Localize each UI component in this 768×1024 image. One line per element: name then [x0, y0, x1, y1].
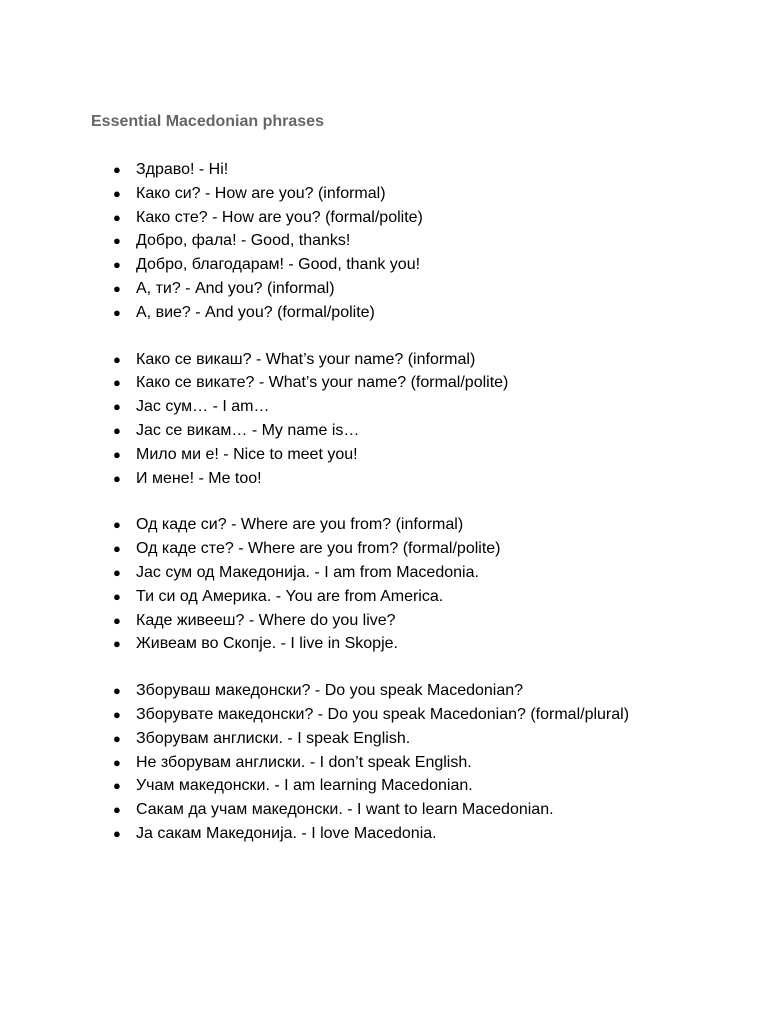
phrase-text: Како се викаш? - What’s your name? (informal) [136, 350, 476, 368]
bullet-icon: ● [113, 612, 121, 628]
document-title: Essential Macedonian phrases [91, 113, 324, 130]
phrase-item [112, 467, 629, 491]
phrase-item [112, 513, 629, 537]
phrase-item [112, 348, 629, 372]
phrase-text: Не зборувам англиски. - I don’t speak English. [136, 753, 472, 771]
phrase-item [112, 561, 629, 585]
bullet-icon: ● [113, 754, 121, 770]
phrase-text: А, вие? - And you? (formal/polite) [136, 303, 375, 321]
phrase-text: Учам македонски. - I am learning Macedonian. [136, 777, 473, 795]
phrase-item [112, 277, 629, 301]
phrase-item [112, 585, 629, 609]
phrase-item [112, 774, 629, 798]
bullet-icon: ● [113, 825, 121, 841]
phrase-item [112, 419, 629, 443]
bullet-icon: ● [113, 280, 121, 296]
phrase-item [112, 798, 629, 822]
phrase-item [112, 609, 629, 633]
phrase-item [112, 727, 629, 751]
phrase-item [112, 679, 629, 703]
bullet-icon: ● [113, 162, 121, 177]
phrase-item [112, 182, 629, 206]
bullet-icon: ● [113, 778, 121, 794]
phrase-item [112, 822, 629, 846]
phrase-text: Мило ми е! - Nice to meet you! [136, 445, 358, 463]
phrase-text: Добро, благодарам! - Good, thank you! [136, 256, 421, 274]
phrase-text: Сакам да учам македонски. - I want to learn Macedonian. [136, 801, 554, 819]
phrase-groups [112, 158, 629, 869]
phrase-text: Од каде сте? - Where are you from? (formal/polite) [136, 540, 501, 558]
bullet-icon: ● [113, 446, 121, 462]
bullet-icon: ● [113, 375, 121, 391]
phrase-item [112, 371, 629, 395]
phrase-text: Добро, фала! - Good, thanks! [136, 232, 351, 250]
bullet-icon: ● [113, 209, 121, 225]
phrase-text: Зборувам англиски. - I speak English. [136, 729, 411, 747]
phrase-text: Зборувате македонски? - Do you speak Macedonian? (formal/plural) [136, 705, 630, 723]
phrase-item [112, 751, 629, 775]
phrase-group-introductions [112, 348, 629, 491]
phrase-item [112, 301, 629, 325]
phrase-text: Јас сум од Македонија. - I am from Macedonia. [136, 563, 479, 581]
phrase-text: Зборуваш македонски? - Do you speak Macedonian? [136, 682, 524, 700]
phrase-text: Јас сум… - I am… [136, 398, 270, 416]
phrase-text: Како сте? - How are you? (formal/polite) [136, 208, 423, 226]
phrase-text: Јас се викам… - My name is… [136, 421, 360, 439]
bullet-icon: ● [113, 233, 121, 249]
bullet-icon: ● [113, 422, 121, 438]
phrase-text: Каде живееш? - Where do you live? [136, 611, 396, 629]
phrase-item [112, 253, 629, 277]
phrase-item [112, 206, 629, 230]
bullet-icon: ● [113, 706, 121, 722]
bullet-icon: ● [113, 185, 121, 201]
phrase-group-greetings [112, 158, 629, 325]
phrase-text: Ја сакам Македонија. - I love Macedonia. [136, 824, 437, 842]
bullet-icon: ● [113, 636, 121, 652]
phrase-item [112, 158, 629, 182]
bullet-icon: ● [113, 304, 121, 320]
bullet-icon: ● [113, 470, 121, 486]
phrase-group-origin [112, 513, 629, 656]
bullet-icon: ● [113, 517, 121, 533]
phrase-item [112, 395, 629, 419]
bullet-icon: ● [113, 399, 121, 415]
phrase-text: И мене! - Me too! [136, 469, 262, 487]
phrase-text: Живеам во Скопје. - I live in Skopje. [136, 635, 398, 653]
phrase-text: А, ти? - And you? (informal) [136, 279, 335, 297]
bullet-icon: ● [113, 564, 121, 580]
bullet-icon: ● [113, 351, 121, 367]
bullet-icon: ● [113, 683, 121, 699]
phrase-item [112, 537, 629, 561]
phrase-text: Здраво! - Hi! [136, 161, 229, 178]
phrase-text: Како си? - How are you? (informal) [136, 184, 386, 202]
phrase-text: Од каде си? - Where are you from? (informal) [136, 516, 464, 534]
bullet-icon: ● [113, 257, 121, 273]
phrase-text: Како се викате? - What’s your name? (formal/polite) [136, 374, 509, 392]
phrase-group-language [112, 679, 629, 846]
phrase-item [112, 703, 629, 727]
phrase-item [112, 632, 629, 656]
bullet-icon: ● [113, 588, 121, 604]
phrase-text: Ти си од Америка. - You are from America. [136, 587, 444, 605]
bullet-icon: ● [113, 541, 121, 557]
bullet-icon: ● [113, 730, 121, 746]
bullet-icon: ● [113, 802, 121, 818]
phrase-item [112, 229, 629, 253]
phrase-item [112, 443, 629, 467]
